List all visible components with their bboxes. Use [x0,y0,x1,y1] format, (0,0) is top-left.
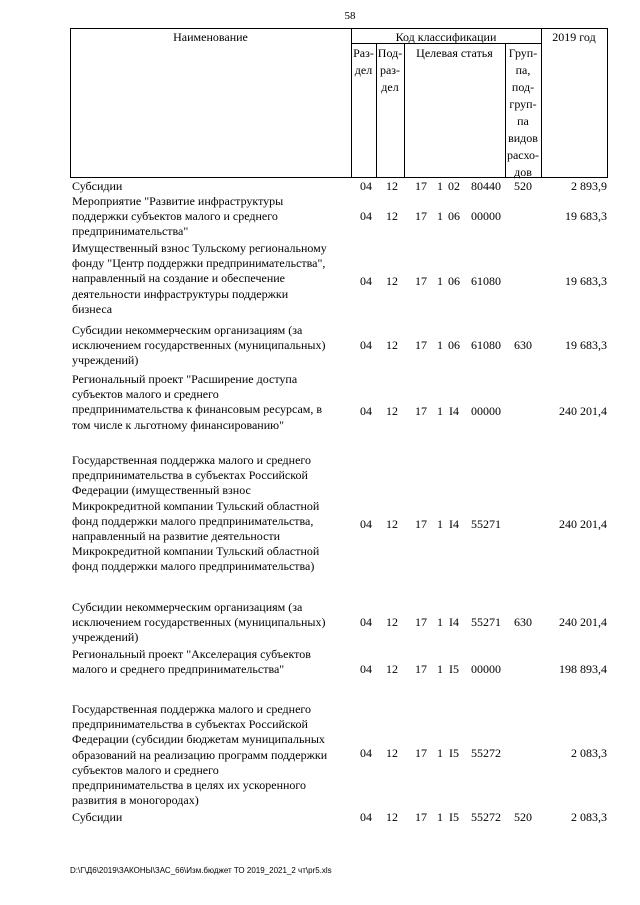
row-target-1: 17 [415,338,427,352]
row-target-4: 80440 [471,179,501,193]
row-target-2: 1 [437,810,443,824]
row-podrazdel: 12 [386,746,398,760]
row-sum: 2 083,3 [571,810,607,824]
row-target-4: 61080 [471,274,501,288]
row-target-1: 17 [415,746,427,760]
row-target-3: I5 [449,746,459,760]
row-group: 520 [514,810,532,824]
row-sum: 19 683,3 [565,274,607,288]
row-name: Государственная поддержка малого и среднего предпринимательства в субъектах Российской Федерации (имущественный взнос Микрокредитной компании Тульский областной фонд поддержки малого предпринимательства, направленный на развитие деятельности Микрокредитной компании Тульский областной фонд поддержки малого предпринимательства) [72,453,320,574]
row-podrazdel: 12 [386,209,398,223]
row-podrazdel: 12 [386,615,398,629]
row-name: Субсидии некоммерческим организациям (за исключением государственных (муниципальных) учреждений) [72,323,326,368]
row-target-4: 00000 [471,404,501,418]
row-name: Мероприятие "Развитие инфраструктуры поддержки субъектов малого и среднего предпринимательства" [72,194,284,239]
row-podrazdel: 12 [386,662,398,676]
row-sum: 240 201,4 [559,404,607,418]
row-razdel: 04 [360,274,372,288]
row-name: Субсидии [72,810,123,824]
row-name: Региональный проект "Акселерация субъектов малого и среднего предпринимательства" [72,647,311,677]
row-target-2: 1 [437,209,443,223]
row-target-3: I4 [449,404,459,418]
row-target-4: 00000 [471,662,501,676]
row-sum: 2 893,9 [571,179,607,193]
row-target-2: 1 [437,517,443,531]
row-sum: 2 083,3 [571,746,607,760]
row-target-1: 17 [415,404,427,418]
header-podrazdel: Под- раз- дел [377,46,403,94]
header-name: Наименование [173,30,248,44]
row-target-1: 17 [415,274,427,288]
row-razdel: 04 [360,404,372,418]
row-sum: 19 683,3 [565,209,607,223]
row-razdel: 04 [360,209,372,223]
row-podrazdel: 12 [386,274,398,288]
row-target-4: 61080 [471,338,501,352]
row-podrazdel: 12 [386,517,398,531]
row-sum: 198 893,4 [559,662,607,676]
row-razdel: 04 [360,810,372,824]
row-target-1: 17 [415,662,427,676]
row-target-4: 55272 [471,810,501,824]
row-name: Субсидии [72,179,123,193]
row-target-2: 1 [437,746,443,760]
row-group: 630 [514,338,532,352]
header-razdel: Раз- дел [353,46,374,77]
row-target-2: 1 [437,404,443,418]
row-target-3: I4 [449,517,459,531]
row-name: Имущественный взнос Тульскому региональному фонду "Центр поддержки предпринимательства", направленный на создание и обеспечение деятельности инфраструктуры поддержки бизнеса [72,241,327,316]
row-sum: 240 201,4 [559,517,607,531]
row-target-2: 1 [437,179,443,193]
row-name: Региональный проект "Расширение доступа субъектов малого и среднего предпринимательства к финансовым ресурсам, в том числе к льготному финансированию" [72,372,323,432]
row-target-4: 55272 [471,746,501,760]
row-razdel: 04 [360,662,372,676]
row-razdel: 04 [360,179,372,193]
table-header [70,28,608,178]
row-podrazdel: 12 [386,404,398,418]
row-name: Государственная поддержка малого и среднего предпринимательства в субъектах Российской Федерации (субсидии бюджетам муниципальных образований на реализацию программ поддержки субъектов малого и среднего предпринимательства в целях их ускоренного развития в моногородах) [72,702,328,808]
row-razdel: 04 [360,338,372,352]
row-target-1: 17 [415,810,427,824]
row-target-3: 02 [448,179,460,193]
row-podrazdel: 12 [386,179,398,193]
row-target-3: I5 [449,662,459,676]
header-target: Целевая статья [416,46,493,60]
row-target-1: 17 [415,209,427,223]
row-razdel: 04 [360,615,372,629]
row-target-3: 06 [448,338,460,352]
file-path-footer: D:\Г\Д6\2019\ЗАКОНЫ\ЗАС_66\Изм.бюджет ТО 2019_2021_2 чт\pr5.xls [70,866,332,875]
row-target-2: 1 [437,338,443,352]
row-target-4: 55271 [471,517,501,531]
row-podrazdel: 12 [386,338,398,352]
row-target-3: I4 [449,615,459,629]
header-year: 2019 год [552,30,596,44]
row-podrazdel: 12 [386,810,398,824]
row-sum: 240 201,4 [559,615,607,629]
page-number: 58 [344,10,356,22]
header-code: Код классификации [395,30,497,44]
row-target-1: 17 [415,615,427,629]
header-group: Груп- па, под- груп- па видов расхо- дов [506,46,540,179]
row-sum: 19 683,3 [565,338,607,352]
row-group: 520 [514,179,532,193]
row-target-4: 55271 [471,615,501,629]
row-target-3: 06 [448,274,460,288]
row-target-3: I5 [449,810,459,824]
row-razdel: 04 [360,517,372,531]
row-target-2: 1 [437,662,443,676]
row-target-1: 17 [415,179,427,193]
row-target-3: 06 [448,209,460,223]
row-group: 630 [514,615,532,629]
row-razdel: 04 [360,746,372,760]
row-target-2: 1 [437,615,443,629]
row-target-1: 17 [415,517,427,531]
row-target-2: 1 [437,274,443,288]
row-name: Субсидии некоммерческим организациям (за исключением государственных (муниципальных) учреждений) [72,600,326,645]
row-target-4: 00000 [471,209,501,223]
